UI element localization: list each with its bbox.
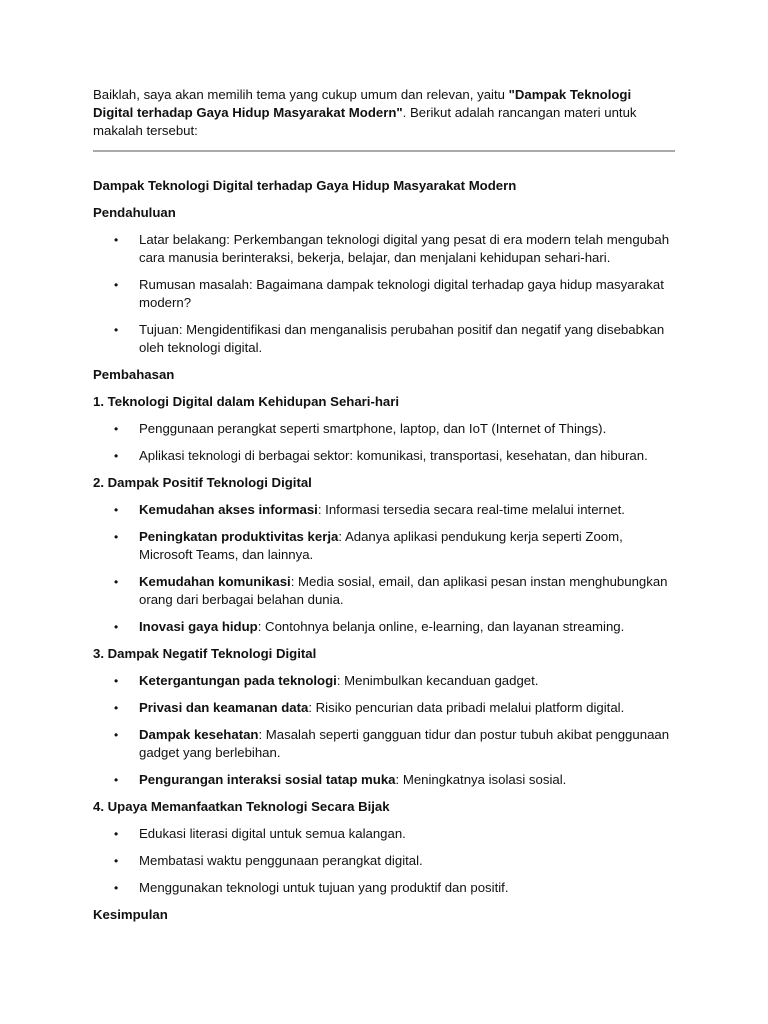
document-title: Dampak Teknologi Digital terhadap Gaya Hidup Masyarakat Modern	[93, 178, 517, 193]
bullet-icon: •	[114, 503, 119, 517]
bullet-icon: •	[114, 530, 119, 544]
list-item: • Membatasi waktu penggunaan perangkat digital.	[114, 853, 423, 868]
subsection-4-list	[93, 825, 675, 897]
bullet-icon: •	[114, 674, 119, 688]
intro-prefix: Baiklah, saya akan memilih tema yang cukup umum dan relevan, yaitu	[93, 87, 509, 102]
pendahuluan-list	[93, 231, 675, 357]
intro-suffix: . Berikut adalah rancangan materi untuk makalah tersebut:	[93, 105, 637, 138]
bullet-icon: •	[114, 620, 119, 634]
bullet-icon: •	[114, 854, 119, 868]
subsection-heading-2: 2. Dampak Positif Teknologi Digital	[93, 475, 312, 490]
document-page	[93, 86, 675, 924]
list-item: • Edukasi literasi digital untuk semua kalangan.	[114, 826, 406, 841]
subsection-heading-3: 3. Dampak Negatif Teknologi Digital	[93, 646, 317, 661]
bullet-icon: •	[114, 701, 119, 715]
list-item: • Latar belakang: Perkembangan teknologi digital yang pesat di era modern telah mengubah cara manusia berinteraksi, bekerja, belajar, dan menjalani kehidupan sehari-hari.	[114, 232, 670, 265]
list-item: • Tujuan: Mengidentifikasi dan menganalisis perubahan positif dan negatif yang disebabkan oleh teknologi digital.	[114, 322, 665, 355]
bullet-icon: •	[114, 278, 119, 292]
list-item: • Inovasi gaya hidup: Contohnya belanja online, e-learning, dan layanan streaming.	[114, 619, 625, 634]
bullet-icon: •	[114, 827, 119, 841]
list-item: • Aplikasi teknologi di berbagai sektor: komunikasi, transportasi, kesehatan, dan hiburan.	[114, 448, 648, 463]
list-item: • Rumusan masalah: Bagaimana dampak teknologi digital terhadap gaya hidup masyarakat modern?	[114, 277, 664, 310]
list-item: • Peningkatan produktivitas kerja: Adanya aplikasi pendukung kerja seperti Zoom, Microsoft Teams, dan lainnya.	[114, 529, 623, 562]
bullet-icon: •	[114, 773, 119, 787]
intro-paragraph	[93, 86, 675, 140]
section-heading-pembahasan: Pembahasan	[93, 367, 175, 382]
section-heading-kesimpulan: Kesimpulan	[93, 907, 168, 922]
bullet-icon: •	[114, 323, 119, 337]
list-item: • Penggunaan perangkat seperti smartphone, laptop, dan IoT (Internet of Things).	[114, 421, 607, 436]
list-item: • Kemudahan akses informasi: Informasi tersedia secara real-time melalui internet.	[114, 502, 625, 517]
bullet-icon: •	[114, 575, 119, 589]
bullet-icon: •	[114, 422, 119, 436]
intro-topic: "Dampak Teknologi Digital terhadap Gaya Hidup Masyarakat Modern"	[93, 87, 632, 120]
subsection-2-list	[93, 501, 675, 636]
bullet-icon: •	[114, 728, 119, 742]
list-item: • Ketergantungan pada teknologi: Menimbulkan kecanduan gadget.	[114, 673, 539, 688]
section-heading-pendahuluan: Pendahuluan	[93, 205, 176, 220]
list-item: • Kemudahan komunikasi: Media sosial, email, dan aplikasi pesan instan menghubungkan orang dari berbagai belahan dunia.	[114, 574, 668, 607]
subsection-3-list	[93, 672, 675, 789]
list-item: • Menggunakan teknologi untuk tujuan yang produktif dan positif.	[114, 880, 509, 895]
bullet-icon: •	[114, 449, 119, 463]
horizontal-divider	[93, 150, 675, 152]
list-item: • Privasi dan keamanan data: Risiko pencurian data pribadi melalui platform digital.	[114, 700, 625, 715]
subsection-heading-1: 1. Teknologi Digital dalam Kehidupan Sehari-hari	[93, 394, 400, 409]
list-item: • Dampak kesehatan: Masalah seperti gangguan tidur dan postur tubuh akibat penggunaan gadget yang berlebihan.	[114, 727, 670, 760]
subsection-heading-4: 4. Upaya Memanfaatkan Teknologi Secara Bijak	[93, 799, 390, 814]
bullet-icon: •	[114, 233, 119, 247]
bullet-icon: •	[114, 881, 119, 895]
subsection-1-list	[93, 420, 675, 465]
list-item: • Pengurangan interaksi sosial tatap muka: Meningkatnya isolasi sosial.	[114, 772, 567, 787]
